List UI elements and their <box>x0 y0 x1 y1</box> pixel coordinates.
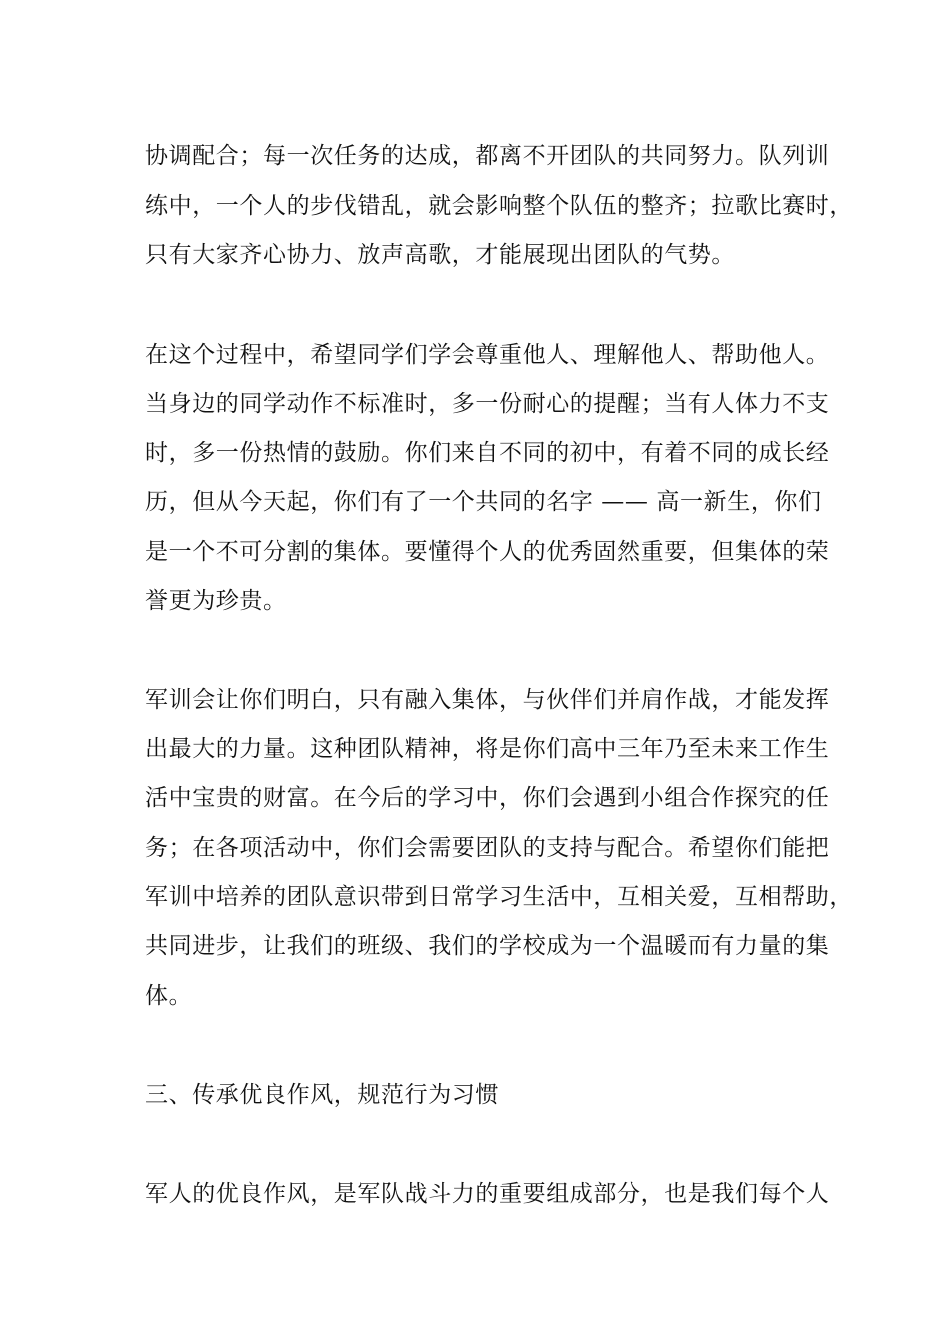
text-line-8: 是一个不可分割的集体。要懂得个人的优秀固然重要，但集体的荣 <box>145 539 830 565</box>
text-line-14: 军训中培养的团队意识带到日常学习生活中，互相关爱，互相帮助， <box>145 884 853 910</box>
text-line-15: 共同进步，让我们的班级、我们的学校成为一个温暖而有力量的集 <box>145 933 830 959</box>
text-line-16: 体。 <box>145 983 193 1009</box>
text-line-11: 出最大的力量。这种团队精神，将是你们高中三年乃至未来工作生 <box>145 736 830 762</box>
text-line-4: 在这个过程中，希望同学们学会尊重他人、理解他人、帮助他人。 <box>145 342 830 368</box>
text-line-3: 只有大家齐心协力、放声高歌，才能展现出团队的气势。 <box>145 242 735 268</box>
text-line-7: 历，但从今天起，你们有了一个共同的名字 —— 高一新生，你们 <box>145 489 822 515</box>
text-line-5: 当身边的同学动作不标准时，多一份耐心的提醒；当有人体力不支 <box>145 391 830 417</box>
section-heading: 三、传承优良作风，规范行为习惯 <box>145 1082 499 1108</box>
text-line-9: 誉更为珍贵。 <box>145 588 287 614</box>
text-line-18: 军人的优良作风，是军队战斗力的重要组成部分，也是我们每个人 <box>145 1181 830 1207</box>
text-line-6: 时，多一份热情的鼓励。你们来自不同的初中，有着不同的成长经 <box>145 440 830 466</box>
text-line-10: 军训会让你们明白，只有融入集体，与伙伴们并肩作战，才能发挥 <box>145 687 830 713</box>
text-line-2: 练中，一个人的步伐错乱，就会影响整个队伍的整齐；拉歌比赛时， <box>145 193 853 219</box>
text-line-1: 协调配合；每一次任务的达成，都离不开团队的共同努力。队列训 <box>145 143 830 169</box>
text-line-12: 活中宝贵的财富。在今后的学习中，你们会遇到小组合作探究的任 <box>145 785 830 811</box>
text-line-13: 务；在各项活动中，你们会需要团队的支持与配合。希望你们能把 <box>145 835 830 861</box>
